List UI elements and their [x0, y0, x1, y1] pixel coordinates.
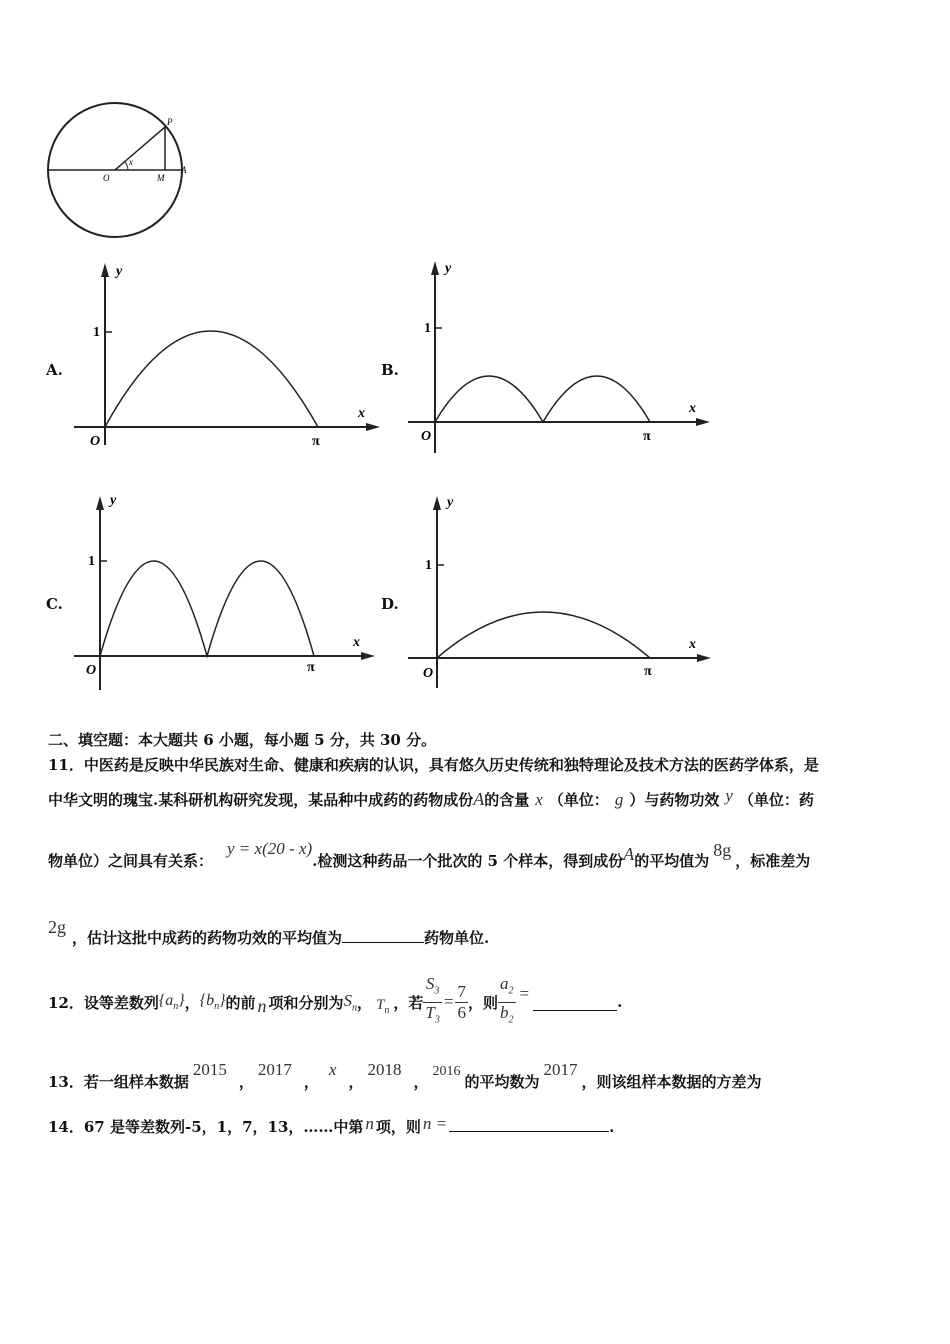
q13-line: 13．若一组样本数据2015，2017，x，2018，2016的平均数为2017，则该组样本数据的方差为 — [48, 1060, 762, 1091]
fraction-a2-b2: $\frac{a_2}{b_2}$ — [500, 974, 514, 1025]
label-o: O — [103, 173, 110, 183]
y-arrow-icon — [96, 496, 104, 510]
origin-label: O — [86, 663, 97, 678]
origin-label: O — [421, 429, 432, 444]
option-b-label: B. — [381, 361, 399, 379]
value-2g: 2g — [48, 917, 66, 937]
value-8g: 8g — [713, 840, 732, 860]
tick-one-label: 1 — [424, 321, 431, 336]
var-y: y — [725, 786, 733, 805]
fraction-s3-t3: $\frac{S_3}{T_3}$ — [425, 974, 440, 1025]
tick-one-label: 1 — [93, 325, 100, 340]
option-a-graph — [60, 255, 390, 455]
angle-arc — [125, 162, 128, 170]
var-x: x — [535, 790, 543, 809]
var-a: A — [473, 789, 485, 809]
label-m: M — [157, 173, 165, 183]
x-axis-label: x — [353, 635, 360, 650]
y-axis-label: y — [447, 495, 454, 510]
y-axis-label: y — [445, 261, 452, 276]
curve — [435, 376, 650, 422]
tick-one-label: 1 — [425, 558, 432, 573]
pi-label: π — [307, 660, 315, 675]
pi-label: π — [644, 664, 652, 679]
option-d-graph — [400, 490, 730, 695]
pi-label: π — [643, 429, 651, 444]
section-heading: 二、填空题：本大题共 6 小题，每小题 5 分，共 30 分。 — [48, 731, 437, 749]
label-x: x — [129, 157, 133, 167]
option-d-label: D. — [381, 595, 399, 613]
answer-blank[interactable] — [449, 1130, 609, 1132]
fraction-7-6: $\frac{7}{6}$ — [457, 981, 466, 1022]
y-axis-label: y — [116, 264, 123, 279]
q14-line: 14．67 是等差数列-5，1，7，13，……中第 n 项，则 n = . — [48, 1114, 615, 1136]
x-axis-label: x — [689, 637, 696, 652]
q11-line3: 物单位）之间具有关系：y = x(20 - x).检测这种药品一个批次的 5 个样本，得到成份A的平均值为8g，标准差为 — [48, 839, 811, 870]
curve — [105, 331, 318, 427]
q11-line2: 中华文明的瑰宝.某科研机构研究发现，某品种中成药的药物成份A的含量 x （单位： g ）与药物功效 y （单位：药 — [48, 786, 814, 809]
y-arrow-icon — [433, 496, 441, 510]
option-b-graph — [400, 255, 730, 455]
x-arrow-icon — [361, 652, 375, 660]
x-arrow-icon — [366, 423, 380, 431]
tick-one-label: 1 — [88, 554, 95, 569]
x-arrow-icon — [696, 418, 710, 426]
answer-blank[interactable] — [533, 1009, 617, 1011]
var-a: A — [623, 844, 635, 864]
label-p: P — [167, 117, 173, 127]
x-axis-label: x — [358, 406, 365, 421]
curve — [100, 561, 314, 656]
pi-label: π — [312, 434, 320, 449]
origin-label: O — [423, 666, 434, 681]
y-arrow-icon — [101, 263, 109, 277]
option-c-label: C. — [46, 595, 63, 613]
formula: y = x(20 - x) — [227, 839, 313, 858]
y-axis-label: y — [110, 493, 117, 508]
origin-label: O — [90, 434, 101, 449]
label-a: A — [181, 165, 187, 175]
radius-op — [115, 127, 165, 170]
option-c-graph — [60, 490, 390, 695]
unit-circle-figure — [40, 95, 200, 240]
curve — [437, 612, 650, 658]
x-axis-label: x — [689, 401, 696, 416]
x-arrow-icon — [697, 654, 711, 662]
unit-g: g — [614, 790, 624, 809]
y-arrow-icon — [431, 261, 439, 275]
q12-line: 12．设等差数列 $\{a_n\}$ ， $\{b_n\}$ 的前 n 项和分别为 $S_n$ ， $T_n$ ，若 $\frac{S_3}{T_3}$ = $\frac{7}{6}$ ，则 $\frac{a_2}{b_2}$ = . — [48, 972, 622, 1032]
answer-blank[interactable] — [342, 941, 424, 943]
option-a-label: A. — [46, 361, 63, 379]
q11-line1: 11．中医药是反映中华民族对生命、健康和疾病的认识，具有悠久历史传统和独特理论及技术方法的医药学体系，是 — [48, 756, 819, 774]
q11-line4: 2g，估计这批中成药的药物功效的平均值为 药物单位. — [48, 917, 490, 947]
